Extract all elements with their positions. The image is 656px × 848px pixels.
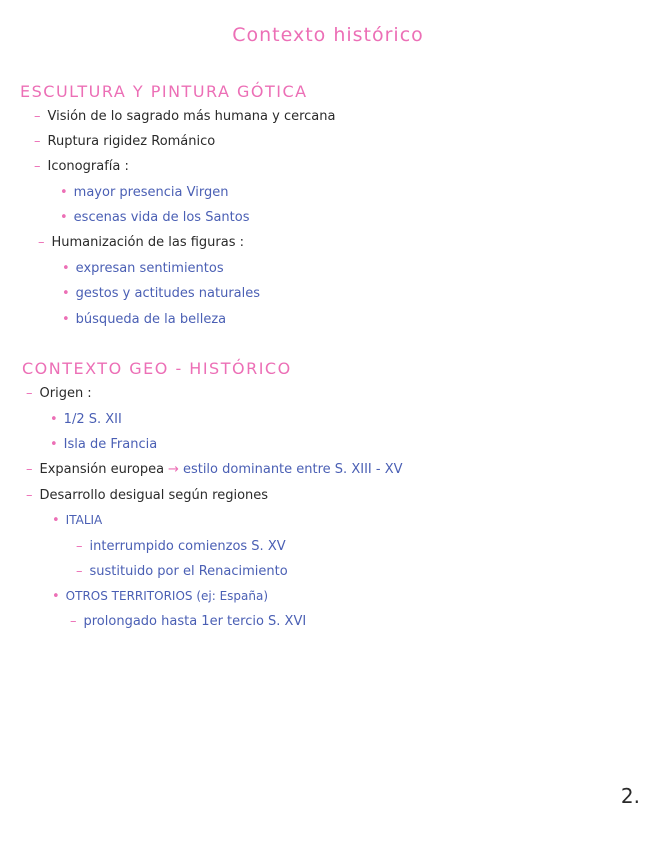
dot-bullet-icon: •: [50, 437, 58, 452]
list-item: – interrumpido comienzos S. XV: [76, 539, 286, 554]
dash-bullet-icon: –: [76, 564, 83, 579]
dot-bullet-icon: •: [60, 185, 68, 200]
list-item: • gestos y actitudes naturales: [62, 286, 261, 301]
section-heading-contexto: CONTEXTO GEO - HISTÓRICO: [22, 359, 292, 378]
dot-bullet-icon: •: [50, 412, 58, 427]
page-number: 2.: [620, 784, 640, 808]
list-item: • OTROS TERRITORIOS (ej: España): [52, 589, 269, 604]
list-item: – Visión de lo sagrado más humana y cercana: [34, 109, 336, 124]
dash-bullet-icon: –: [26, 488, 33, 503]
dash-bullet-icon: –: [70, 614, 77, 629]
dash-bullet-icon: –: [34, 109, 41, 124]
list-item: – Humanización de las figuras :: [38, 235, 245, 250]
dash-bullet-icon: –: [76, 539, 83, 554]
list-item: – Expansión europea → estilo dominante entre S. XIII - XV: [26, 462, 403, 477]
list-item: – Origen :: [26, 386, 92, 401]
section-heading-escultura: ESCULTURA Y PINTURA GÓTICA: [20, 82, 308, 101]
list-item: – Desarrollo desigual según regiones: [26, 488, 269, 503]
dash-bullet-icon: –: [38, 235, 45, 250]
page-title: Contexto histórico: [232, 24, 424, 46]
list-item: – prolongado hasta 1er tercio S. XVI: [70, 614, 307, 629]
dash-bullet-icon: –: [34, 134, 41, 149]
dash-bullet-icon: –: [26, 386, 33, 401]
list-item: – sustituido por el Renacimiento: [76, 564, 288, 579]
dash-bullet-icon: –: [34, 159, 41, 174]
list-item: – Iconografía :: [34, 159, 129, 174]
dot-bullet-icon: •: [62, 261, 70, 276]
dot-bullet-icon: •: [62, 286, 70, 301]
list-item: • escenas vida de los Santos: [60, 210, 250, 225]
dot-bullet-icon: •: [52, 513, 60, 528]
dash-bullet-icon: –: [26, 462, 33, 477]
list-item: • expresan sentimientos: [62, 261, 224, 276]
list-item: • mayor presencia Virgen: [60, 185, 229, 200]
dot-bullet-icon: •: [52, 589, 60, 604]
list-item: • Isla de Francia: [50, 437, 158, 452]
list-item: – Ruptura rigidez Románico: [34, 134, 216, 149]
list-item: • ITALIA: [52, 513, 103, 528]
list-item: • 1/2 S. XII: [50, 412, 122, 427]
right-arrow-icon: →: [168, 462, 179, 477]
dot-bullet-icon: •: [60, 210, 68, 225]
list-item: • búsqueda de la belleza: [62, 312, 227, 327]
dot-bullet-icon: •: [62, 312, 70, 327]
